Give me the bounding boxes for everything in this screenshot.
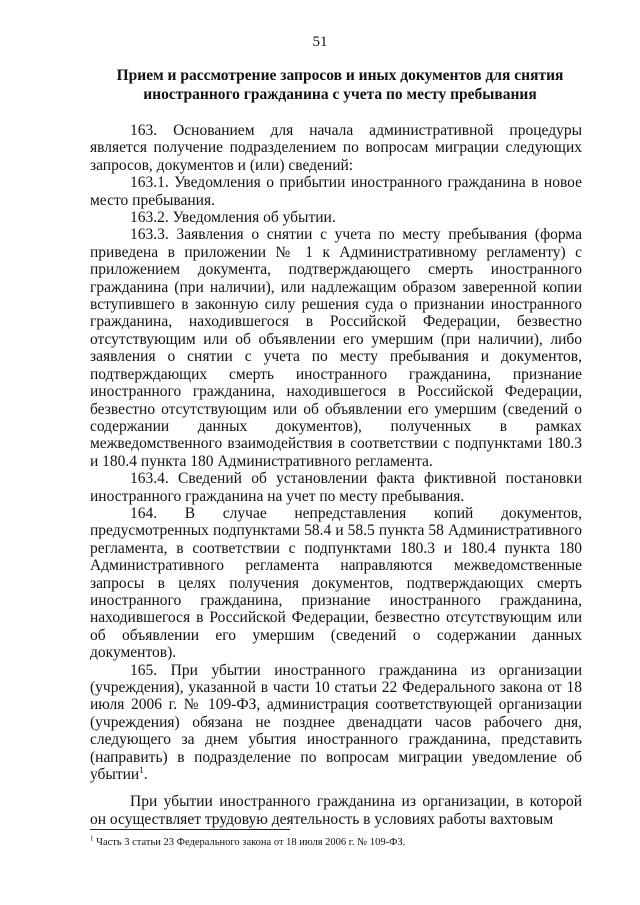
paragraph-163-2: 163.2. Уведомления об убытии. — [130, 209, 336, 227]
paragraph-163: 163. Основанием для начала административной процедуры является получение подразделением по вопросам миграции следующих запросов, документов и (или) сведений: — [90, 122, 582, 174]
footnote-reference: 1 — [139, 764, 144, 775]
footnote-divider — [90, 829, 290, 830]
page-number: 51 — [312, 34, 328, 50]
footnote-text: Часть 3 статьи 23 Федерального закона от 18 июля 2006 г. № 109-ФЗ. — [96, 837, 406, 848]
paragraph-165: 165. При убытии иностранного гражданина из организации (учреждения), указанной в части 10 статьи 22 Федерального закона от 18 июля 2006 г. № 109-ФЗ, администрация соответствующей организации (учреждения) обязана не позднее двенадцати часов рабочего дня, следующего за днем убытия иностранного гражданина, представить (направить) в подразделение по вопросам миграции уведомление об убытии$^1$. — [90, 661, 582, 784]
paragraph-164: 164. В случае непредставления копий документов, предусмотренных подпунктами 58.4 и 58.5 пункта 58 Административного регламента, в соответствии с подпунктами 180.3 и 180.4 пункта 180 Административного регламента направляются межведомственные запросы в целях получения документов, подтверждающих смерть иностранного гражданина, признание иностранного гражданина, находившегося в Российской Федерации, безвестно отсутствующим или об объявлении его умершим (сведений о содержании данных документов). — [90, 504, 582, 662]
document-body — [90, 122, 582, 828]
paragraph-continuation: При убытии иностранного гражданина из организации, в которой он осуществляет трудовую деятельность в условиях работы вахтовым — [90, 793, 582, 828]
paragraph-163-1: 163.1. Уведомления о прибытии иностранного гражданина в новое место пребывания. — [90, 174, 582, 209]
footnote-mark: 1 — [90, 834, 94, 843]
paragraph-165-text: 165. При убытии иностранного гражданина из организации (учреждения), указанной в части 10 статьи 22 Федерального закона от 18 июля 2006 г. № 109-ФЗ, администрация соответствующей организации (учреждения) обязана не позднее двенадцати часов рабочего дня, следующего за днем убытия иностранного гражданина, представить (направить) в подразделение по вопросам миграции уведомление об убытии — [90, 661, 582, 784]
paragraph-163-4: 163.4. Сведений об установлении факта фиктивной постановки иностранного гражданина на учет по месту пребывания. — [90, 470, 582, 505]
footnote — [90, 836, 582, 849]
section-heading: Прием и рассмотрение запросов и иных документов для снятия иностранного гражданина с учета по месту пребывания — [116, 67, 564, 103]
paragraph-163-3: 163.3. Заявления о снятии с учета по месту пребывания (форма приведена в приложении № 1 к Административному регламенту) с приложением документа, подтверждающего смерть иностранного гражданина (при наличии), или надлежащим образом заверенной копии вступившего в законную силу решения суда о признании иностранного гражданина, находившегося в Российской Федерации, безвестно отсутствующим или об объявлении его умершим (при наличии), либо заявления о снятии с учета по месту пребывания и документов, подтверждающих смерть иностранного гражданина, признание иностранного гражданина, находившегося в Российской Федерации, безвестно отсутствующим или об объявлении его умершим (сведений о содержании данных документов), полученных в рамках межведомственного взаимодействия в соответствии с подпунктами 180.3 и 180.4 пункта 180 Административного регламента. — [90, 226, 582, 470]
